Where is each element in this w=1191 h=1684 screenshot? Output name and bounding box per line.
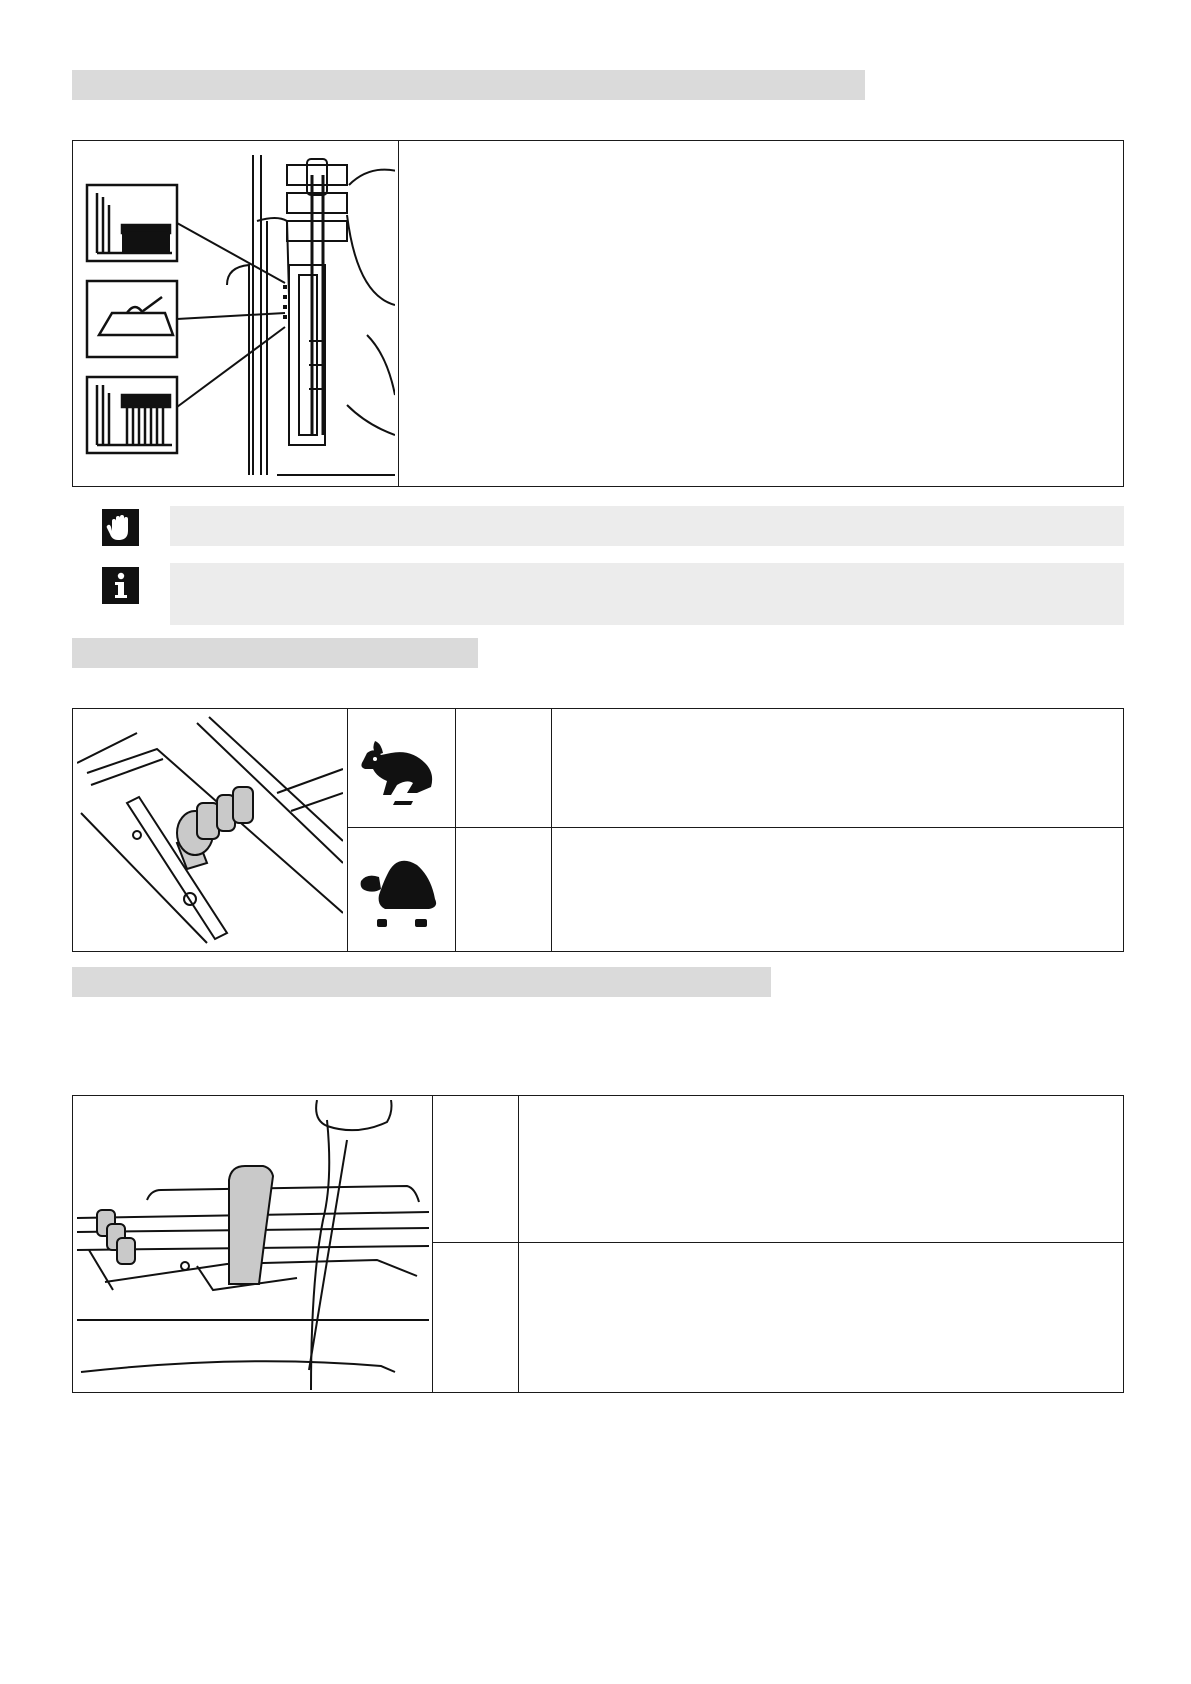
low-cut-symbol-icon (87, 377, 177, 453)
tortoise-icon (353, 845, 449, 935)
blade-lever-illustration (77, 1100, 429, 1390)
info-icon (102, 567, 139, 604)
info-note (170, 563, 1124, 625)
warning-note (170, 506, 1124, 546)
section-header-blade-engagement (72, 967, 771, 997)
medium-cut-symbol-icon (87, 281, 177, 357)
hare-icon (353, 725, 449, 811)
throttle-lever-illustration (77, 713, 343, 949)
stop-hand-icon (102, 509, 139, 546)
cutting-height-table (72, 140, 1124, 487)
section-header-cutting-height (72, 70, 865, 100)
high-cut-symbol-icon (87, 185, 177, 261)
speed-control-table (72, 708, 1124, 952)
blade-engagement-table (72, 1095, 1124, 1393)
cutting-height-lever-illustration (77, 145, 395, 483)
section-header-speed-control (72, 638, 478, 668)
